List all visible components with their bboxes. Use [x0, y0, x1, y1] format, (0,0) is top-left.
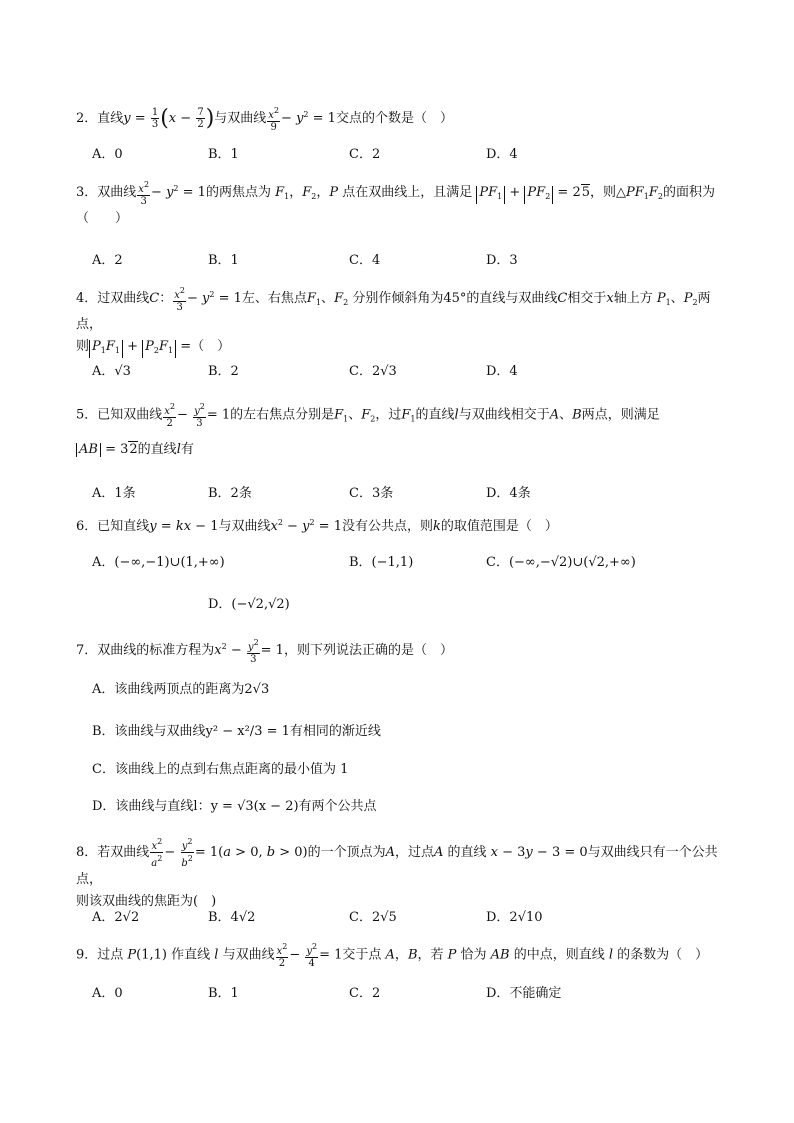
question-4: 4．过双曲线C： $\frac{x^2}{3}$ − $y^2 = 1$左、右焦点$F_1$、$F_2$ 分别作倾斜角为45°的直线与双曲线C相交于x轴上方 $P_1$、$P_2$两点， 则 $P_1F_1 + P_2F_1$ =（ ）	[76, 284, 724, 358]
question-8: 8．若双曲线 $\frac{x^2}{a^2}$ − $\frac{y^2}{b^2}$ = 1(a > 0, b > 0)的一个顶点为A，过点A 的直线 x − 3y − 3 = 0与双曲线只有一个公共点， 则该双曲线的焦距为( )	[76, 837, 718, 909]
option-c[interactable]: C．该曲线上的点到右焦点距离的最小值为 1	[92, 762, 349, 777]
option-d[interactable]: D．4	[486, 147, 518, 162]
option-c[interactable]: C．2√5	[349, 910, 397, 925]
question-number: 2．	[76, 111, 98, 126]
option-row	[92, 795, 724, 817]
option-a[interactable]: A．√3	[92, 364, 131, 379]
option-a[interactable]: A．(−∞,−1)∪(1,+∞)	[92, 555, 225, 570]
option-d[interactable]: D．4条	[486, 486, 531, 501]
option-c[interactable]: C．(−∞,−√2)∪(√2,+∞)	[486, 555, 636, 570]
options-row	[92, 482, 724, 504]
option-b[interactable]: B．1	[208, 253, 239, 268]
option-a[interactable]: A．2	[92, 253, 123, 268]
options-row	[92, 982, 724, 1004]
option-d[interactable]: D．4	[486, 364, 518, 379]
option-c[interactable]: C．3条	[349, 486, 394, 501]
option-a[interactable]: A．2√2	[92, 910, 140, 925]
option-d[interactable]: D．该曲线与直线l：y = √3(x − 2)有两个公共点	[92, 799, 377, 814]
option-c[interactable]: C．2	[349, 986, 381, 1001]
question-2: 2．直线y = $\frac{1}{3}$ (x − $\frac{7}{2}$ )与双曲线 $\frac{x^2}{9}$ − $y^2 = 1$交点的个数是（ ）	[76, 105, 453, 133]
option-b[interactable]: B．1	[208, 986, 239, 1001]
question-number: 8．	[76, 845, 98, 860]
question-3: 3．双曲线 $\frac{x^2}{3}$ − $y^2 = 1$的两焦点为 $F_1$，$F_2$，P 点在双曲线上，且满足 $PF_1 + PF_2 = 25$，则$\triangle PF_1F_2$的面积为 （ ）	[76, 179, 716, 226]
question-number: 9．	[76, 947, 98, 963]
options-row	[92, 143, 724, 165]
options-row	[92, 249, 724, 271]
option-row	[92, 678, 724, 700]
option-d[interactable]: D．3	[486, 253, 518, 268]
option-b[interactable]: B．该曲线与双曲线y² − x²/3 = 1有相同的渐近线	[92, 724, 381, 739]
options-row	[92, 551, 724, 573]
options-row	[92, 360, 724, 382]
question-number: 7．	[76, 643, 98, 658]
options-row	[92, 906, 724, 928]
option-a[interactable]: A．该曲线两顶点的距离为2√3	[92, 682, 270, 697]
options-row	[92, 593, 724, 615]
option-a[interactable]: A．0	[92, 986, 123, 1001]
option-d[interactable]: D．不能确定	[486, 986, 562, 1001]
option-b[interactable]: B．(−1,1)	[349, 555, 414, 570]
question-7: 7．双曲线的标准方程为$x^2$ − $\frac{y^2}{3}$ = 1，则下列说法正确的是（ ）	[76, 637, 453, 665]
question-number: 5．	[76, 407, 98, 423]
question-number: 4．	[76, 291, 98, 306]
option-b[interactable]: B．4√2	[208, 910, 256, 925]
option-c[interactable]: C．2	[349, 147, 381, 162]
option-row	[92, 720, 724, 742]
question-9: 9．过点 P(1,1) 作直线 l 与双曲线 $\frac{x^2}{2}$ − $\frac{y^2}{4}$ = 1交于点 A，B，若 P 恰为 AB 的中点，则直线 l 的条数为（ ）	[76, 942, 709, 969]
option-b[interactable]: B．1	[208, 147, 239, 162]
option-b[interactable]: B．2	[208, 364, 239, 379]
question-number: 6．	[76, 519, 98, 534]
option-a[interactable]: A．1条	[92, 486, 136, 501]
option-d[interactable]: D．(−√2,√2)	[208, 597, 290, 612]
option-c[interactable]: C．2√3	[349, 364, 397, 379]
question-6: 6．已知直线y = kx − 1与双曲线$x^2 - y^2 = 1$没有公共点，则k的取值范围是（ ）	[76, 518, 558, 534]
option-d[interactable]: D．2√10	[486, 910, 543, 925]
question-5: 5．已知双曲线 $\frac{x^2}{2}$ − $\frac{y^2}{3}$ = 1的左右焦点分别是$F_1$、$F_2$，过$F_1$的直线l与双曲线相交于A、B两点，则满足 AB = 32的直线l有	[76, 402, 660, 457]
option-row	[92, 758, 724, 780]
option-a[interactable]: A．0	[92, 147, 123, 162]
question-number: 3．	[76, 185, 98, 200]
option-b[interactable]: B．2条	[208, 486, 252, 501]
option-c[interactable]: C．4	[349, 253, 381, 268]
